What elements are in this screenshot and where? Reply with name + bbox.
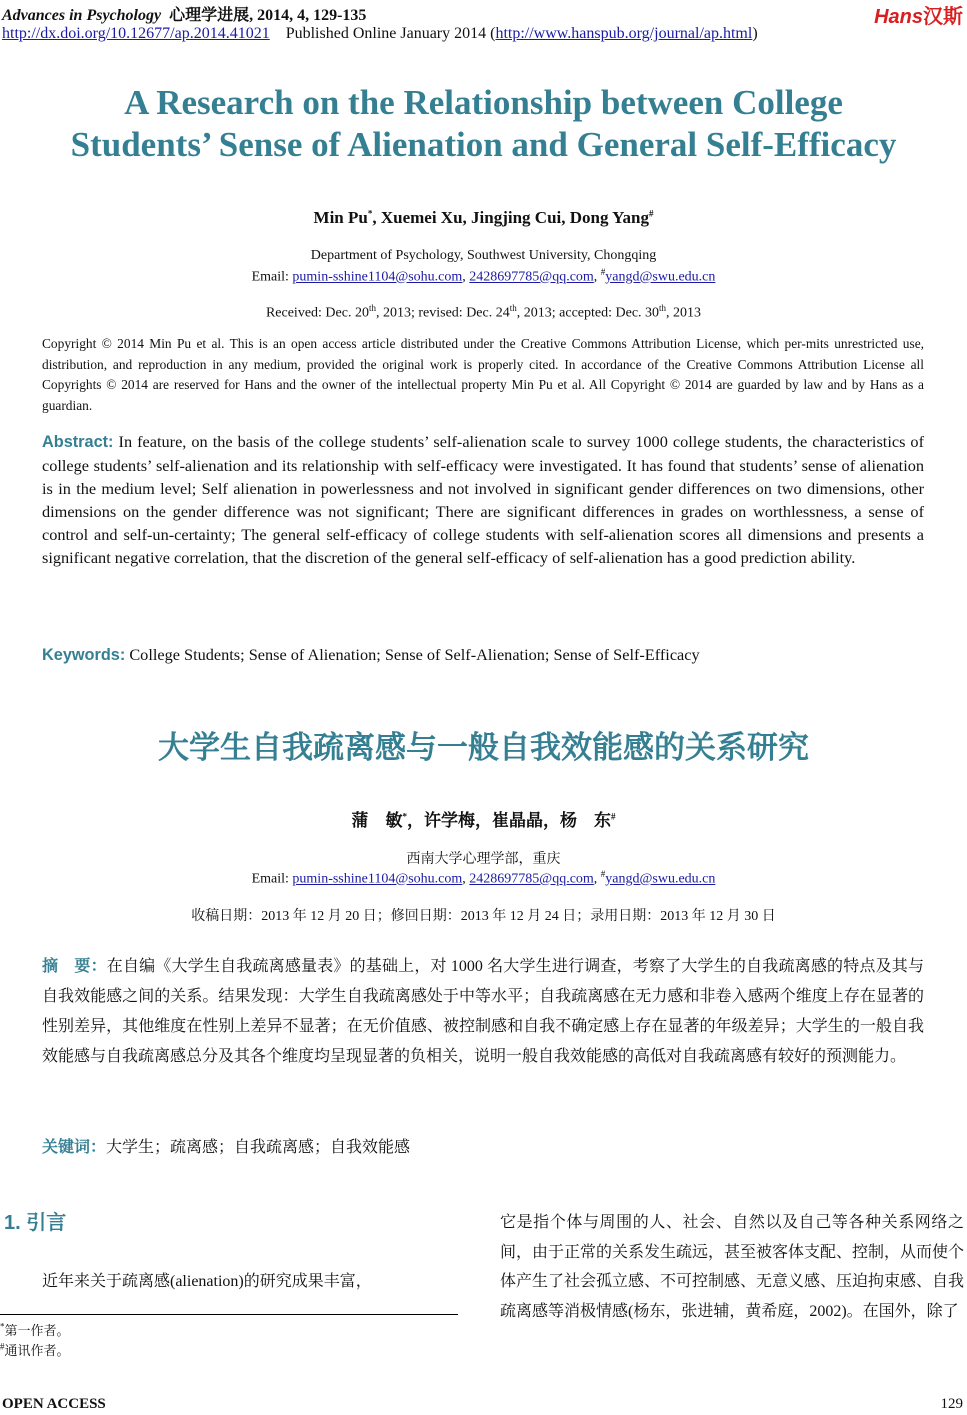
author: 蒲 敏	[351, 811, 403, 830]
abstract-text: In feature, on the basis of the college students’ self-alienation scale to survey 1000 college students, the characteristics of college students’ self-alienation and its relationship with self-efficacy were investigated. It has found that students’ sense of alienation is in the medium level; Self alienation in powerlessness and not involved in significant gender differences on two dimensions, other dimensions on the gender difference was not significant; There are significant differences in grades on worthlessness, a sense of control and self-un-certainty; The general self-efficacy of college students with self-alienation scores all dimensions and presents a significant negative correlation, that the discretion of the general self-efficacy of self-alienation has a good prediction ability.	[42, 432, 924, 567]
mark: *	[0, 1321, 5, 1332]
mark: #	[600, 869, 606, 879]
title-line-2: Students’ Sense of Alienation and General Self-Efficacy	[70, 125, 897, 164]
paper-title-en	[0, 82, 967, 166]
footnote	[0, 1340, 70, 1359]
email-link[interactable]: pumin-sshine1104@sohu.com	[292, 871, 463, 887]
dates-cn: 收稿日期：2013 年 12 月 20 日；修回日期：2013 年 12 月 24 日；录用日期：2013 年 12 月 30 日	[191, 909, 776, 924]
affiliation-cn: 西南大学心理学部，重庆	[406, 852, 561, 867]
mark: #	[611, 811, 616, 822]
paren: )	[752, 25, 758, 42]
published-text: Published Online January 2014 (	[285, 25, 496, 42]
email-link[interactable]: pumin-sshine1104@sohu.com	[292, 269, 463, 285]
footnote	[0, 1320, 70, 1339]
body-paragraph-right: 它是指个体与周围的人、社会、自然以及自己等各种关系网络之间，由于正常的关系发生疏远，甚至被客体支配、控制，从而使个体产生了社会孤立感、不可控制感、无意义感、压迫拘束感、自我疏离感等消极情感(杨东，张进辅，黄希庭，2002)。在国外，除了	[500, 1214, 965, 1320]
open-access-label: OPEN ACCESS	[2, 1396, 106, 1412]
publication-line	[2, 25, 758, 43]
logo-en: Hans	[874, 6, 923, 28]
t: th	[659, 303, 667, 313]
paragraph-text: 近年来关于疏离感(alienation)的研究成果丰富，	[42, 1273, 372, 1290]
mark: #	[0, 1341, 5, 1352]
abstract-en	[42, 430, 924, 569]
footnote-text: 第一作者。	[4, 1323, 70, 1338]
keywords-label: Keywords:	[42, 646, 126, 664]
title-line-1: A Research on the Relationship between College	[124, 83, 843, 122]
email-link[interactable]: 2428697785@qq.com	[469, 269, 594, 285]
keywords-text: 大学生；疏离感；自我疏离感；自我效能感	[106, 1139, 411, 1156]
t: th	[368, 303, 376, 313]
authors: , Xuemei Xu, Jingjing Cui, Dong Yang	[372, 208, 649, 227]
email-link[interactable]: yangd@swu.edu.cn	[605, 269, 716, 285]
footnote-divider	[0, 1314, 458, 1315]
t: , 2013	[666, 305, 702, 321]
mark: #	[648, 208, 654, 219]
abstract-text: 在自编《大学生自我疏离感量表》的基础上，对 1000 名大学生进行调查，考察了大学生的自我疏离感的特点及其与自我效能感之间的关系。结果发现：大学生自我疏离感处于中等水平；自我疏离感在无力感和非卷入感两个维度上存在显著的性别差异，其他维度在性别上差异不显著；在无价值感、被控制感和自我不确定感上存在显著的年级差异；大学生的一般自我效能感与自我疏离感总分及其各个维度均呈现显著的负相关，说明一般自我效能感的高低对自我疏离感有较好的预测能力。	[42, 958, 924, 1065]
page-number: 129	[940, 1396, 963, 1412]
t: Received: Dec. 20	[265, 305, 369, 321]
email-link[interactable]: yangd@swu.edu.cn	[605, 871, 716, 887]
keywords-text: College Students; Sense of Alienation; Sense of Self-Alienation; Sense of Self-Efficacy	[125, 645, 700, 664]
mark: *	[367, 208, 373, 219]
t: th	[509, 303, 517, 313]
doi-link[interactable]: http://dx.doi.org/10.12677/ap.2014.41021	[2, 25, 270, 42]
author: Min Pu	[313, 208, 368, 227]
affiliation-en: Department of Psychology, Southwest University, Chongqing	[310, 248, 657, 263]
authors-en	[0, 208, 967, 228]
keywords-label: 关键词：	[42, 1139, 107, 1156]
t: , 2013; accepted: Dec. 30	[516, 305, 660, 321]
paper-title-cn: 大学生自我疏离感与一般自我效能感的关系研究	[158, 730, 809, 765]
authors: ，许学梅，崔晶晶，杨 东	[407, 811, 611, 830]
journal-issue: 心理学进展, 2014, 4, 129-135	[169, 7, 367, 24]
footnote-text: 通讯作者。	[4, 1343, 70, 1358]
email-link[interactable]: 2428697785@qq.com	[469, 871, 594, 887]
journal-name: Advances in Psychology	[2, 7, 162, 24]
logo-cn: 汉斯	[923, 6, 963, 28]
mark: *	[402, 811, 407, 822]
keywords-cn	[42, 1134, 410, 1157]
abstract-cn	[42, 952, 924, 1072]
hans-logo	[874, 0, 963, 29]
dates-en	[0, 303, 967, 322]
section-heading: 1. 引言	[4, 1212, 67, 1234]
abstract-label: 摘 要：	[42, 958, 107, 975]
journal-link[interactable]: http://www.hanspub.org/journal/ap.html	[495, 25, 753, 42]
body-paragraph-left	[42, 1268, 458, 1291]
email-line-en: Email: pumin-sshine1104@sohu.com, 2428697785@qq.com, #yangd@swu.edu.cn	[251, 267, 716, 285]
email-label: Email:	[251, 269, 293, 285]
keywords-en	[42, 645, 700, 665]
copyright-notice: Copyright © 2014 Min Pu et al. This is an open access article distributed under the Creative Commons Attribution License, which per-mits unrestricted use, distribution, and reproduction in any medium, provided the original work is properly cited. In accordance of the Creative Commons Attribution License all Copyrights © 2014 are reserved for Hans and the owner of the intellectual property Min Pu et al. All Copyright © 2014 are guarded by law and by Hans as a guardian.	[42, 336, 924, 413]
mark: #	[600, 267, 606, 277]
t: , 2013; revised: Dec. 24	[375, 305, 510, 321]
email-label: Email:	[251, 871, 293, 887]
abstract-label: Abstract:	[42, 433, 114, 451]
journal-header	[2, 2, 366, 25]
authors-cn	[0, 806, 967, 831]
email-line-cn: Email: pumin-sshine1104@sohu.com, 2428697785@qq.com, #yangd@swu.edu.cn	[251, 869, 716, 887]
